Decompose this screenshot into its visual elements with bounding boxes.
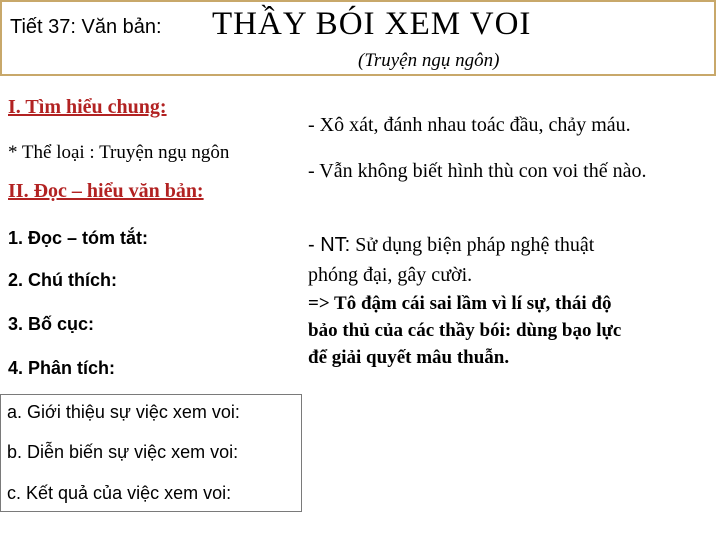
- nt-label: - NT:: [308, 234, 351, 256]
- conclusion-line: bảo thủ của các thầy bói: dùng bạo lực: [308, 320, 622, 341]
- analysis-item: c. Kết quả của việc xem voi:: [7, 483, 232, 503]
- conclusion-note: [308, 290, 621, 371]
- bullet-unknown: - Vẫn không biết hình thù con voi thế nào.: [308, 160, 647, 182]
- lesson-label: Tiết 37: Văn bản:: [10, 16, 162, 38]
- conclusion-line: => Tô đậm cái sai lầm vì lí sự, thái độ: [308, 293, 612, 314]
- nt-text: Sử dụng biện pháp nghệ thuật: [350, 234, 595, 256]
- analysis-box: [0, 394, 302, 512]
- section-heading-reading: II. Đọc – hiểu văn bản:: [8, 180, 204, 202]
- analysis-item: a. Giới thiệu sự việc xem voi:: [7, 402, 240, 422]
- outline-item: 2. Chú thích:: [8, 270, 117, 290]
- section-heading-overview: I. Tìm hiểu chung:: [8, 96, 167, 118]
- art-technique-note: [308, 230, 594, 290]
- page-title: THẦY BÓI XEM VOI: [212, 6, 532, 42]
- page-subtitle: (Truyện ngụ ngôn): [358, 50, 500, 71]
- genre-line: * Thể loại : Truyện ngụ ngôn: [8, 142, 230, 163]
- outline-item: 1. Đọc – tóm tắt:: [8, 228, 149, 248]
- nt-text-cont: phóng đại, gây cười.: [308, 264, 473, 286]
- analysis-item: b. Diễn biến sự việc xem voi:: [7, 442, 239, 462]
- bullet-fight: - Xô xát, đánh nhau toác đầu, chảy máu.: [308, 114, 631, 136]
- outline-item: 4. Phân tích:: [8, 358, 116, 378]
- outline-item: 3. Bố cục:: [8, 314, 95, 334]
- conclusion-line: để giải quyết mâu thuẫn.: [308, 347, 510, 368]
- title-banner: [0, 0, 716, 76]
